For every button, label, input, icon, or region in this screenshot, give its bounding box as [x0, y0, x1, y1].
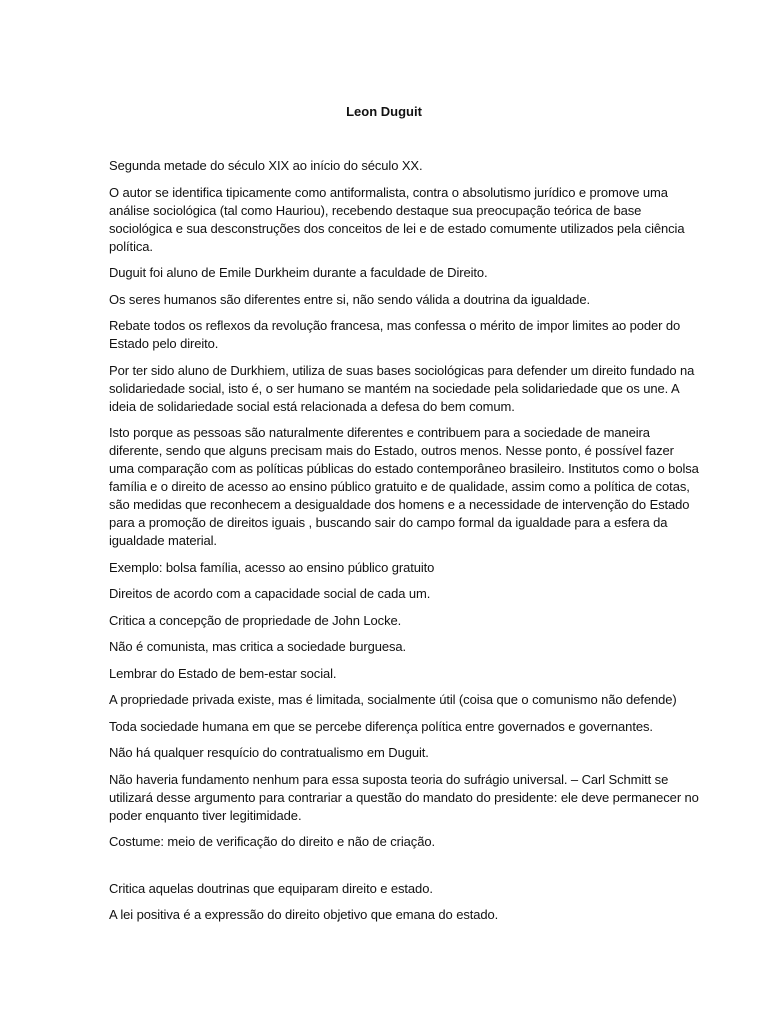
paragraph-period: Segunda metade do século XIX ao início do século XX.: [109, 158, 423, 173]
paragraph-social-solidarity: Por ter sido aluno de Durkhiem, utiliza de suas bases sociológicas para defender um direito fundado na solidariedade social, isto é, o ser humano se mantém na sociedade pela solidariedade que os une. A ideia de solidariedade social está relacionada a defesa do bem comum.: [109, 362, 695, 414]
paragraph-not-communist: Não é comunista, mas critica a sociedade burguesa.: [109, 639, 407, 654]
paragraph-positive-law: A lei positiva é a expressão do direito objetivo que emana do estado.: [109, 907, 499, 922]
paragraph-welfare-state: Lembrar do Estado de bem-estar social.: [109, 665, 337, 681]
document-body: [109, 157, 699, 933]
paragraph-social-capacity: Direitos de acordo com a capacidade social de cada um.: [109, 586, 431, 601]
paragraph-law-state-doctrines: Critica aquelas doutrinas que equiparam direito e estado.: [109, 880, 433, 896]
paragraph-private-property: A propriedade privada existe, mas é limitada, socialmente útil (coisa que o comunismo não defende): [109, 692, 677, 707]
paragraph-public-policies: Isto porque as pessoas são naturalmente diferentes e contribuem para a sociedade de maneira diferente, sendo que alguns precisam mais do Estado, outros menos. Nesse ponto, é possível fazer uma comparação com as políticas públicas do estado contemporâneo brasileiro. Institutos como o bolsa família e o direito de acesso ao ensino público gratuito e de qualidade, assim como a política de cotas, são medidas que reconhecem a desigualdade dos homens e a necessidade de intervenção do Estado para a promoção de direitos iguais , buscando sair do campo formal da igualdade para a esfera da igualdade material.: [109, 425, 699, 548]
paragraph-example: Exemplo: bolsa família, acesso ao ensino público gratuito: [109, 559, 435, 575]
document-title: Leon Duguit: [346, 104, 422, 119]
paragraph-antiformalist: O autor se identifica tipicamente como antiformalista, contra o absolutismo jurídico e promove uma análise sociológica (tal como Hauriou), recebendo destaque sua preocupação teórica de base sociológica e sua desconstruções dos conceitos de lei e de estado comumente utilizados pela ciência política.: [109, 184, 685, 254]
paragraph-contractualism: Não há qualquer resquício do contratualismo em Duguit.: [109, 745, 429, 760]
paragraph-universal-suffrage: Não haveria fundamento nenhum para essa suposta teoria do sufrágio universal. – Carl Schmitt se utilizará desse argumento para contrariar a questão do mandato do presidente: ele deve permanecer no poder enquanto tiver legitimidade.: [109, 771, 699, 823]
paragraph-governed-governors: Toda sociedade humana em que se percebe diferença política entre governados e governantes.: [109, 718, 653, 734]
paragraph-locke-critique: Critica a concepção de propriedade de John Locke.: [109, 612, 402, 628]
paragraph-french-revolution: Rebate todos os reflexos da revolução francesa, mas confessa o mérito de impor limites ao poder do Estado pelo direito.: [109, 318, 681, 351]
paragraph-durkheim-student: Duguit foi aluno de Emile Durkheim durante a faculdade de Direito.: [109, 265, 488, 280]
paragraph-custom: Costume: meio de verificação do direito e não de criação.: [109, 834, 435, 849]
paragraph-equality-doctrine: Os seres humanos são diferentes entre si, não sendo válida a doutrina da igualdade.: [109, 291, 590, 307]
blank-line: [109, 860, 699, 880]
